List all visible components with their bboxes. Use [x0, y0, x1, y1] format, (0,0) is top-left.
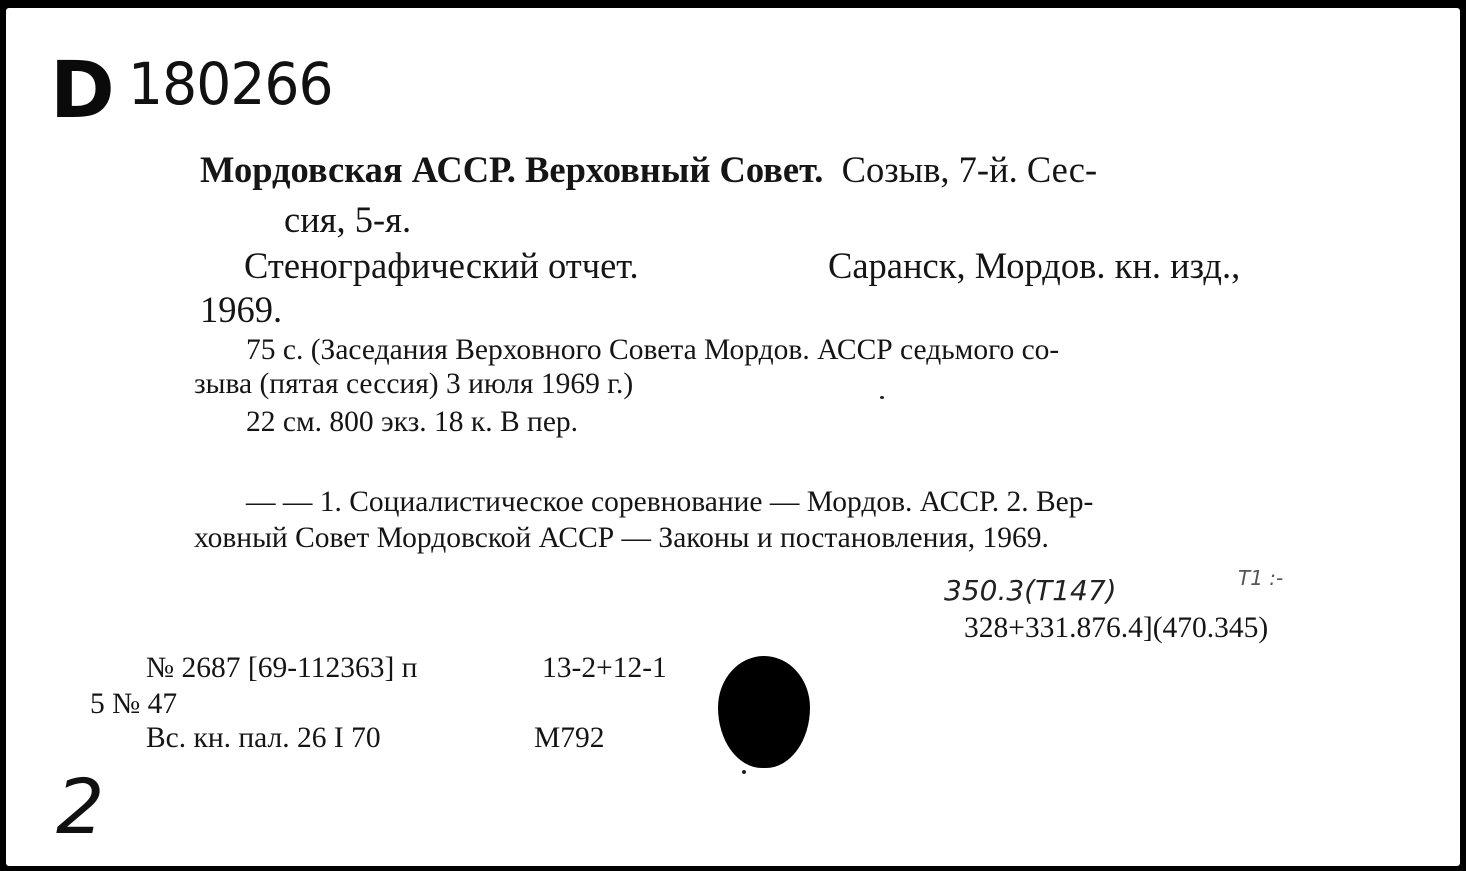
classification-index: 328+331.876.4](470.345) — [964, 612, 1269, 644]
punch-hole — [718, 656, 810, 768]
heading-line-1 — [200, 148, 1097, 191]
collation-line-2: зыва (пятая сессия) 3 июля 1969 г.) — [194, 368, 634, 400]
imprint-year: 1969. — [200, 289, 283, 330]
heading-convocation: Созыв, 7-й. Сес- — [841, 149, 1098, 190]
ink-speck — [742, 770, 746, 774]
catalog-card — [6, 8, 1460, 866]
imprint-text: Саранск, Мордов. кн. изд., — [828, 245, 1241, 286]
heading-author: Мордовская АССР. Верховный Совет. — [200, 149, 824, 190]
subjects-line-1: — — 1. Социалистическое соревнование — Мордов. АССР. 2. Вер- — [246, 486, 1094, 518]
footer-code: М792 — [534, 722, 605, 754]
handwritten-extra-mark: Т1 :- — [1238, 566, 1284, 590]
call-number: 180266 — [128, 50, 333, 118]
heading-line-2: сия, 5-я. — [284, 199, 412, 240]
title-text: Стенографический отчет. — [244, 245, 639, 286]
ink-speck — [880, 396, 884, 399]
handwritten-copy-mark: 2 — [56, 762, 105, 851]
footer-line-2: 5 № 47 — [90, 688, 178, 720]
collation-line-1: 75 с. (Заседания Верховного Совета Мордов. АССР седьмого со- — [246, 334, 1060, 366]
subjects-line-2: ховный Совет Мордовской АССР — Законы и постановления, 1969. — [194, 522, 1049, 554]
footer-numbers: 13-2+12-1 — [542, 652, 667, 684]
collation-line-3: 22 см. 800 экз. 18 к. В пер. — [246, 406, 579, 438]
footer-order-number: № 2687 [69-112363] п — [146, 652, 418, 684]
handwritten-class-number: 350.3(T147) — [944, 574, 1117, 607]
call-number-prefix: D — [50, 46, 113, 136]
footer-chamber: Вс. кн. пал. 26 I 70 — [146, 722, 381, 754]
